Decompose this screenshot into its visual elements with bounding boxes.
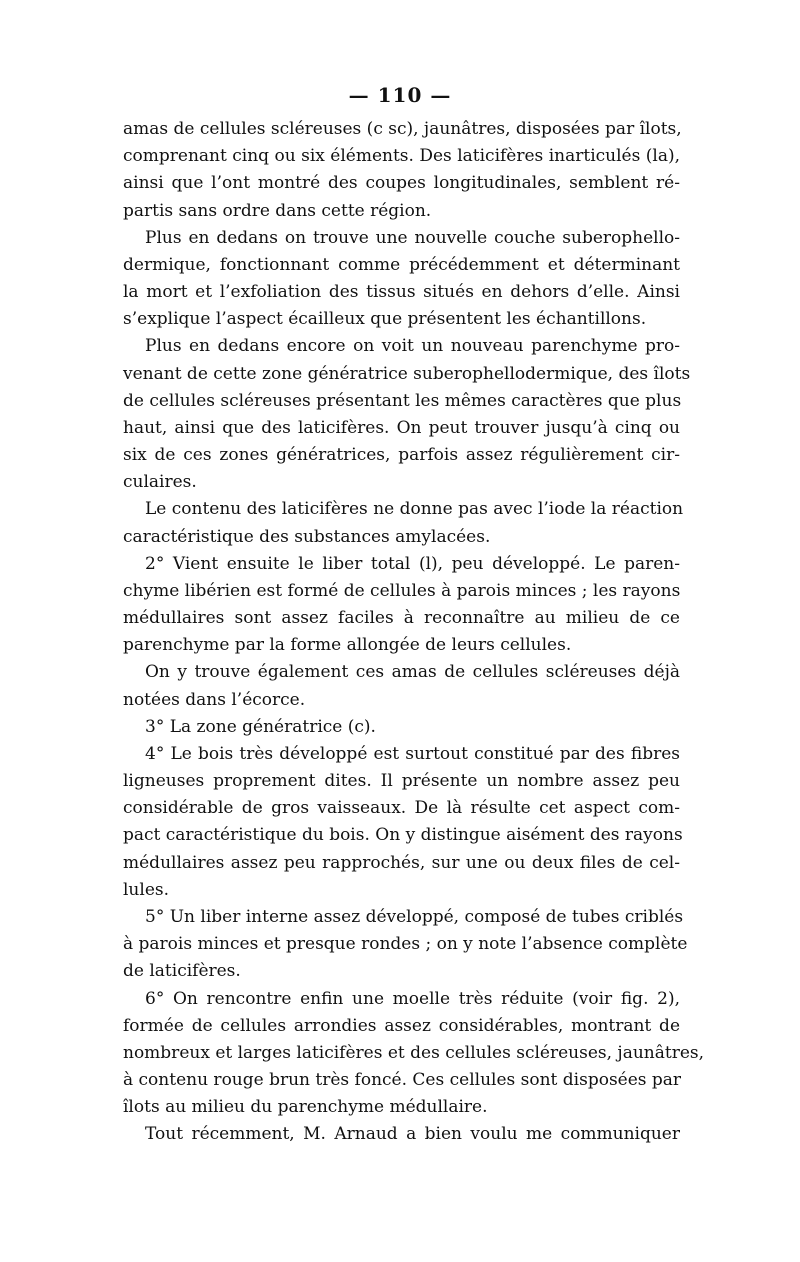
text-line: haut, ainsi que des laticifères. On peut trouver jusqu’à cinq ou — [123, 417, 680, 438]
text-line: dermique, fonctionnant comme précédemment et déterminant — [123, 254, 680, 275]
text-line: amas de cellules scléreuses (c sc), jaunâtres, disposées par îlots, — [123, 119, 682, 139]
text-line: 4° Le bois très développé est surtout constitué par des fibres — [145, 743, 680, 764]
text-line: la mort et l’exfoliation des tissus situés en dehors d’elle. Ainsi — [123, 282, 680, 303]
text-line: On y trouve également ces amas de cellules scléreuses déjà — [145, 662, 680, 683]
text-line: médullaires sont assez faciles à reconnaître au milieu de ce — [123, 608, 680, 629]
text-line: culaires. — [123, 472, 197, 493]
text-line: Plus en dedans encore on voit un nouveau parenchyme pro- — [145, 336, 680, 357]
text-line: îlots au milieu du parenchyme médullaire. — [123, 1097, 488, 1118]
text-line: chyme libérien est formé de cellules à parois minces ; les rayons — [123, 580, 681, 601]
text-line: formée de cellules arrondies assez considérables, montrant de — [123, 1015, 680, 1036]
text-line: nombreux et larges laticifères et des cellules scléreuses, jaunâtres, — [123, 1042, 705, 1063]
text-line: à contenu rouge brun très foncé. Ces cellules sont disposées par — [123, 1070, 682, 1091]
text-line: partis sans ordre dans cette région. — [123, 200, 432, 221]
text-line: médullaires assez peu rapprochés, sur une ou deux files de cel- — [123, 852, 680, 873]
text-line: ainsi que l’ont montré des coupes longitudinales, semblent ré- — [123, 173, 680, 194]
text-line: 3° La zone génératrice (c). — [145, 716, 376, 737]
body-text — [123, 116, 705, 1149]
page-number: — 110 — — [348, 83, 452, 107]
text-line: de cellules scléreuses présentant les mêmes caractères que plus — [123, 390, 682, 411]
text-line: à parois minces et presque rondes ; on y note l’absence complète — [123, 934, 688, 955]
text-line: six de ces zones génératrices, parfois assez régulièrement cir- — [123, 445, 680, 466]
text-line: de laticifères. — [123, 961, 241, 982]
text-line: considérable de gros vaisseaux. De là résulte cet aspect com- — [123, 798, 680, 819]
text-line: ligneuses proprement dites. Il présente un nombre assez peu — [123, 771, 680, 792]
text-line: comprenant cinq ou six éléments. Des laticifères inarticulés (la), — [123, 146, 680, 167]
text-line: Plus en dedans on trouve une nouvelle couche suberophello- — [145, 227, 680, 248]
text-line: caractéristique des substances amylacées. — [123, 526, 491, 547]
text-line: venant de cette zone génératrice suberophellodermique, des îlots — [123, 363, 691, 384]
text-line: lules. — [123, 879, 170, 900]
text-line: Tout récemment, M. Arnaud a bien voulu me communiquer — [145, 1124, 680, 1145]
text-line: notées dans l’écorce. — [123, 689, 306, 710]
text-line: 6° On rencontre enfin une moelle très réduite (voir fig. 2), — [145, 988, 680, 1009]
text-line: s’explique l’aspect écailleux que présentent les échantillons. — [123, 309, 647, 330]
text-line: 5° Un liber interne assez développé, composé de tubes criblés — [145, 906, 684, 927]
text-line: 2° Vient ensuite le liber total (l), peu développé. Le paren- — [145, 553, 680, 574]
text-line: pact caractéristique du bois. On y distingue aisément des rayons — [123, 825, 683, 846]
text-line: Le contenu des laticifères ne donne pas avec l’iode la réaction — [145, 499, 684, 520]
text-line: parenchyme par la forme allongée de leurs cellules. — [123, 635, 572, 656]
